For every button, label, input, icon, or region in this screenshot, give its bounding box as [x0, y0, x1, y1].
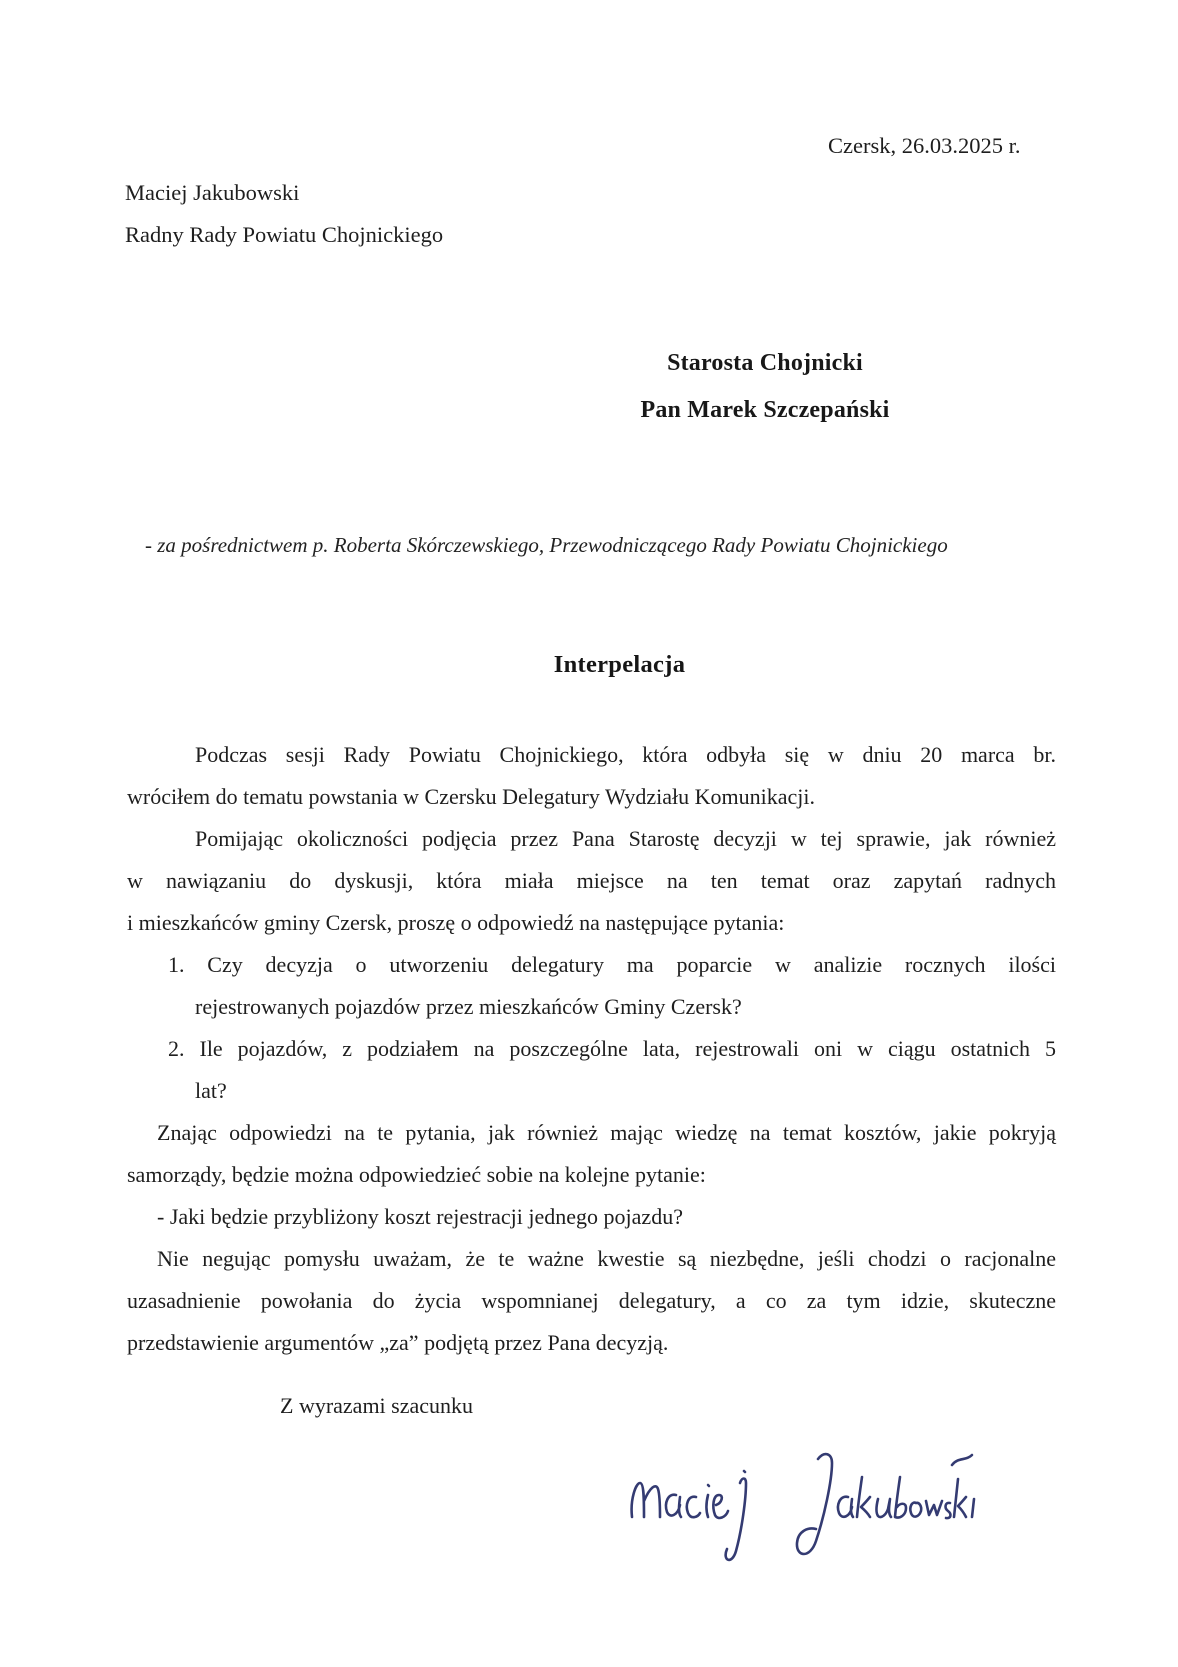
body-line: uzasadnienie powołania do życia wspomnianej delegatury, a co za tym idzie, skuteczne [127, 1288, 1056, 1313]
sender-block [125, 172, 443, 256]
body-line: Podczas sesji Rady Powiatu Chojnickiego, która odbyła się w dniu 20 marca br. [195, 742, 1056, 767]
date-line: Czersk, 26.03.2025 r. [828, 133, 1021, 158]
signature-handwriting [600, 1425, 980, 1585]
body-line: samorządy, będzie można odpowiedzieć sobie na kolejne pytanie: [127, 1162, 706, 1187]
body-line: lat? [195, 1078, 227, 1103]
closing-line: Z wyrazami szacunku [280, 1393, 474, 1418]
body-line: Znając odpowiedzi na te pytania, jak również mając wiedzę na temat kosztów, jakie pokryją [157, 1120, 1056, 1145]
via-line: - za pośrednictwem p. Roberta Skórczewskiego, Przewodniczącego Rady Powiatu Chojnickiego [145, 533, 948, 557]
sender-name: Maciej Jakubowski [125, 180, 300, 205]
recipient-title: Starosta Chojnicki [667, 350, 863, 376]
recipient-block [565, 340, 965, 434]
body-line: Nie negując pomysłu uważam, że te ważne kwestie są niezbędne, jeśli chodzi o racjonalne [157, 1246, 1056, 1271]
document-title: Interpelacja [553, 651, 686, 678]
body-line: i mieszkańców gminy Czersk, proszę o odpowiedź na następujące pytania: [127, 910, 785, 935]
body-line: 1. Czy decyzja o utworzeniu delegatury ma poparcie w analizie rocznych ilości [168, 952, 1056, 977]
body-line: rejestrowanych pojazdów przez mieszkańców Gminy Czersk? [195, 994, 742, 1019]
body-line: - Jaki będzie przybliżony koszt rejestracji jednego pojazdu? [157, 1204, 683, 1229]
recipient-name: Pan Marek Szczepański [640, 397, 890, 423]
signature-ink-icon [600, 1425, 980, 1585]
body-line: Pomijając okoliczności podjęcia przez Pana Starostę decyzji w tej sprawie, jak również [195, 826, 1056, 851]
body-line: 2. Ile pojazdów, z podziałem na poszczególne lata, rejestrowali oni w ciągu ostatnich 5 [168, 1036, 1056, 1061]
body-line: w nawiązaniu do dyskusji, która miała miejsce na ten temat oraz zapytań radnych [127, 868, 1056, 893]
body-line: wróciłem do tematu powstania w Czersku Delegatury Wydziału Komunikacji. [127, 784, 816, 809]
sender-role: Radny Rady Powiatu Chojnickiego [125, 222, 444, 247]
body [127, 734, 1056, 1364]
body-line: przedstawienie argumentów „za” podjętą przez Pana decyzją. [127, 1330, 669, 1355]
